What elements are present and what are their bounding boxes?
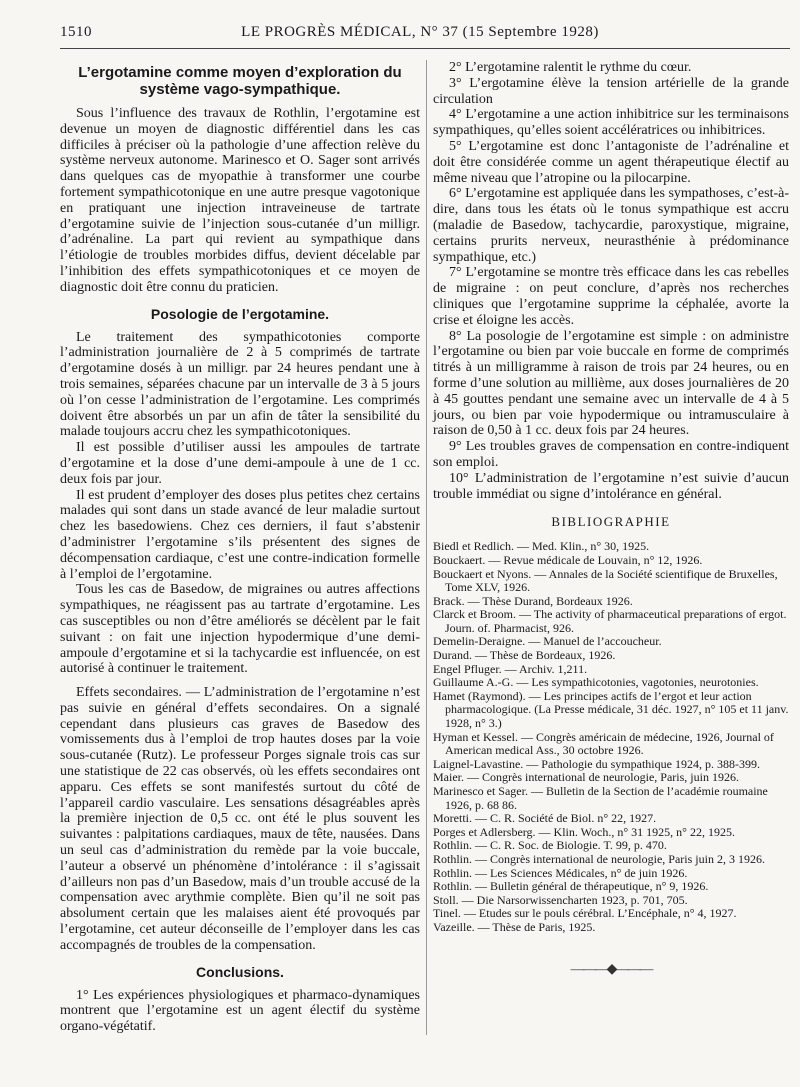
header-rule xyxy=(60,48,790,49)
bibliography-entry: Durand. — Thèse de Bordeaux, 1926. xyxy=(433,648,616,663)
bibliography-entry: Porges et Adlersberg. — Klin. Woch., n° 31 1925, n° 22, 1925. xyxy=(433,824,735,839)
posologie-heading: Posologie de l’ergotamine. xyxy=(150,305,330,322)
conclusion-item: 6° L’ergotamine est appliquée dans les sympathoses, c’est-à-dire, dans tous les états où le tonus sympathique est accru (maladie de Basedow, tachycardie, paroxystique, migraine, certains prurits nerveux, neurasthénie à prédominance sympathique, etc.) xyxy=(433,186,789,265)
bibliography-entry: Rothlin. — Congrès international de neurologie, Paris juin 2, 3 1926. xyxy=(433,851,765,866)
bibliography-entry: Laignel-Lavastine. — Pathologie du sympathique 1924, p. 388-399. xyxy=(433,756,760,771)
posologie-paragraph: Le traitement des sympathicotonies comporte l’administration journalière de 2 à 5 comprimés de tartrate d’ergotamine dosés à un milligr. par 24 heures pendant une à trois semaines, séparées chacune par un intervalle de 3 à 5 jours où l’on cesse l’administration de l’ergotamine. Les comprimés doivent être absorbés un par un afin de tâter la sensibilité du malade toujours accru chez les sympathicotoniques. xyxy=(60,329,420,440)
bibliography-entry: Bouckaert. — Revue médicale de Louvain, n° 12, 1926. xyxy=(433,552,703,567)
conclusion-item: 5° L’ergotamine est donc l’antagoniste de l’adrénaline et doit être considérée comme un agent thérapeutique électif au même niveau que l’atropine ou la pilocarpine. xyxy=(433,138,789,186)
article-title: L’ergotamine comme moyen d’exploration du système vago-sympathique. xyxy=(78,64,402,98)
effets-secondaires-paragraph: Effets secondaires. — L’administration de l’ergotamine n’est pas suivie en général d’effets secondaires. On a signalé cependant dans plusieurs cas graves de Basedow des vomissements dus à l’emploi de trop hautes doses par la voie sous-cutanée (Rutz). Le professeur Porges signale trois cas sur une statistique de 22 cas observés, où les effets secondaires ont apparu. Ces effets se sont manifestés surtout du côté de l’appareil cardio vasculaire. Les sensations désagréables après la première injection de 0,5 cc. ont été le plus souvent les suivantes : palpitations cardiaques, maux de tête, nausées. Dans un seul cas d’administration du remède par la voie buccale, l’auteur a observé un phénomène d’intolérance : il s’agissait d’ailleurs non pas d’un Basedow, mais d’un trouble accusé de la compensation avec arythmie complète. Bien qu’il ne soit pas absolument certain que les malaises aient été provoqués par l’ergotamine, cet auteur déconseille de l’employer dans les cas accompagnés de troubles de la compensation. xyxy=(60,685,420,953)
bibliography-entry: Biedl et Redlich. — Med. Klin., n° 30, 1925. xyxy=(433,539,650,554)
bibliography-list xyxy=(433,540,789,934)
running-header xyxy=(60,24,780,42)
bibliography-entry: Rothlin. — Les Sciences Médicales, n° de juin 1926. xyxy=(433,865,688,880)
intro-paragraph: Sous l’influence des travaux de Rothlin, l’ergotamine est devenue un moyen de diagnostic différentiel dans les cas difficiles à préciser où la pathologie d’une affection relève du système nerveux autonome. Marinesco et O. Sager sont arrivés dans quelques cas de myopathie à transformer une courbe fortement sympathicotonique en une autre presque vagotonique en pratiquant une injection intraveineuse de tartrate d’ergotamine suivie de l’injection sous-cutanée d’un milligr. d’adrénaline. La part qui revient au sympathique dans l’étiologie de troubles morbides diffus, devient décelable par l’inhibition des effets sympathicotoniques et ce moyen de diagnostic doit être connu du praticien. xyxy=(60,106,420,295)
bibliography-heading: BIBLIOGRAPHIE xyxy=(551,514,671,530)
conclusion-item: 4° L’ergotamine a une action inhibitrice sur les terminaisons sympathiques, qu’elles soient accélératrices ou inhibitrices. xyxy=(433,107,789,139)
posologie-paragraph: Il est prudent d’employer des doses plus petites chez certains malades qui sont dans un stade avancé de leur maladie surtout chez les basedowiens. Chez ces derniers, il faut s’abstenir d’administrer l’ergotamine s’ils présentent des signes de décompensation cardiaque, c’est une contre-indication formelle à l’emploi de l’ergotamine. xyxy=(60,487,420,582)
bibliography-entry: Vazeille. — Thèse de Paris, 1925. xyxy=(433,919,596,934)
conclusion-item: 10° L’administration de l’ergotamine n’est suivie d’aucun trouble immédiat ou signe d’intolérance en général. xyxy=(433,470,789,502)
bibliography-entry: Rothlin. — Bulletin général de thérapeutique, n° 9, 1926. xyxy=(433,879,709,894)
posologie-paragraph: Il est possible d’utiliser aussi les ampoules de tartrate d’ergotamine et la dose d’une demi-ampoule à une de 1 cc. deux fois par jour. xyxy=(60,440,420,487)
bibliography-entry: Clarck et Broom. — The activity of pharmaceutical preparations of ergot. Journ. of. Pharmacist, 926. xyxy=(433,607,787,635)
right-column xyxy=(433,60,789,978)
bibliography-entry: Guillaume A.-G. — Les sympathicotonies, vagotonies, neurotonies. xyxy=(433,675,759,690)
conclusion-item: 2° L’ergotamine ralentit le rythme du cœur. xyxy=(449,60,692,75)
bibliography-entry: Maier. — Congrès international de neurologie, Paris, juin 1926. xyxy=(433,770,739,785)
bibliography-entry: Moretti. — C. R. Société de Biol. n° 22, 1927. xyxy=(433,811,657,826)
bibliography-entry: Rothlin. — C. R. Soc. de Biologie. T. 99, p. 470. xyxy=(433,838,667,853)
page-number: 1510 xyxy=(60,24,92,40)
conclusion-item: 1° Les expériences physiologiques et pharmaco-dynamiques montrent que l’ergotamine est un agent électif du système organo-végétatif. xyxy=(60,987,420,1035)
bibliography-entry: Marinesco et Sager. — Bulletin de la Section de l’académie roumaine 1926, p. 68 86. xyxy=(433,784,768,812)
bibliography-entry: Brack. — Thèse Durand, Bordeaux 1926. xyxy=(433,593,633,608)
running-title: LE PROGRÈS MÉDICAL, N° 37 (15 Septembre 1928) xyxy=(241,24,599,40)
conclusion-item: 7° L’ergotamine se montre très efficace dans les cas rebelles de migraine : on peut conclure, d’après nos recherches cliniques que l’ergotamine supprime la céphalée, avorte la crise et éloigne les accès. xyxy=(433,265,789,328)
bibliography-entry: Hyman et Kessel. — Congrès américain de médecine, 1926, Journal of American medical Ass., 30 octobre 1926. xyxy=(433,729,774,758)
posologie-paragraph: Tous les cas de Basedow, de migraines ou autres affections sympathiques, ne réagissent pas au tartrate d’ergotamine. Les cas susceptibles ou non d’être améliorés se décèlent par le fait suivant : on fait une injection hypodermique d’une demi-ampoule d’ergotamine et si la tachycardie est influencée, on est autorisé à continuer le traitement. xyxy=(60,582,420,677)
left-column xyxy=(60,60,420,1035)
bibliography-entry: Demelin-Deraigne. — Manuel de l’accoucheur. xyxy=(433,634,662,649)
bibliography-entry: Tinel. — Etudes sur le pouls cérébral. L’Encéphale, n° 4, 1927. xyxy=(433,906,737,921)
bibliography-entry: Stoll. — Die Narsorwissencharten 1923, p. 701, 705. xyxy=(433,892,688,907)
conclusion-item: 8° La posologie de l’ergotamine est simple : on administre l’ergotamine ou bien par voie buccale en forme de comprimés titrés à un milligramme à raison de trois par 24 heures, ou en forme d’une solution au millième, aux doses journalières de 20 à 45 gouttes pendant une semaine avec un intervalle de 4 à 5 jours, ou bien par voie hypodermique ou intramusculaire à raison de 0,50 à 1 cc. deux fois par 24 heures. xyxy=(433,328,789,439)
conclusions-heading: Conclusions. xyxy=(196,963,284,980)
bibliography-entry: Bouckaert et Nyons. — Annales de la Société scientifique de Bruxelles, Tome XLV, 1926. xyxy=(433,566,778,595)
conclusion-item: 3° L’ergotamine élève la tension artérielle de la grande circulation xyxy=(433,75,789,107)
column-divider xyxy=(426,60,427,1035)
bibliography-entry: Hamet (Raymond). — Les principes actifs de l’ergot et leur action pharmacologique. (La Presse médicale, 31 déc. 1927, n° 105 et 11 janv. 1928, n° 3.) xyxy=(433,688,789,731)
bibliography-entry: Engel Pfluger. — Archiv. 1,211. xyxy=(433,661,588,676)
conclusion-item: 9° Les troubles graves de compensation en contre-indiquent son emploi. xyxy=(433,439,789,470)
end-ornament: ———◆——— xyxy=(570,961,652,977)
